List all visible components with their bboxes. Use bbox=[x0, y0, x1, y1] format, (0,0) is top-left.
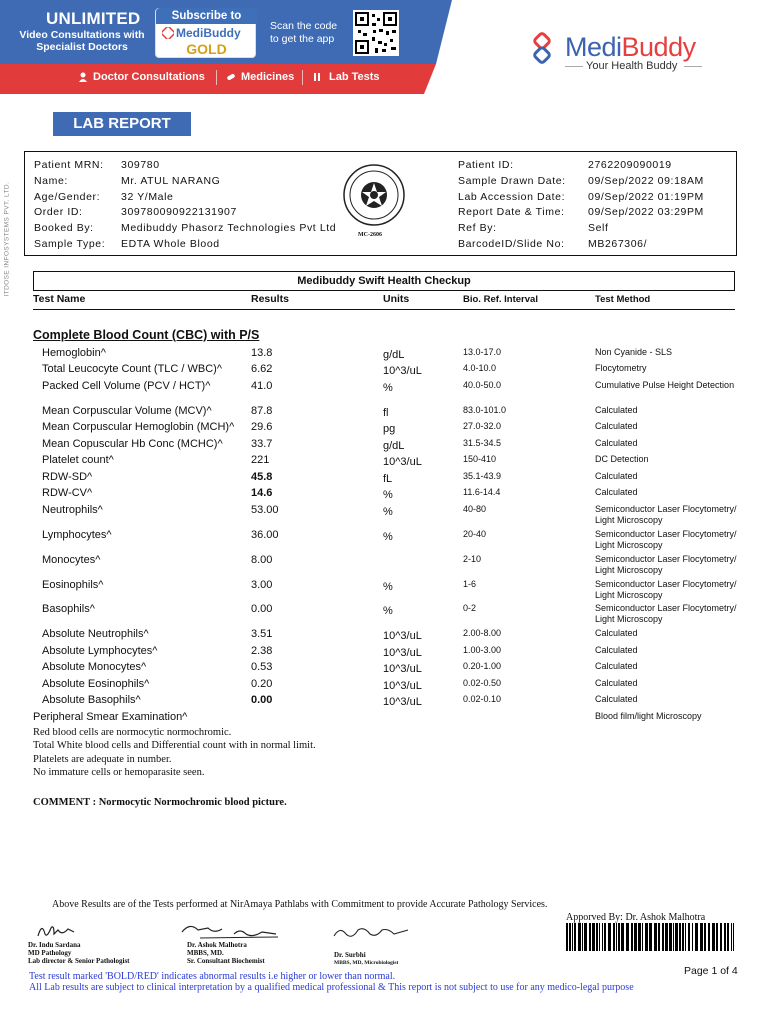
result-row-ref: 13.0-17.0 bbox=[463, 347, 502, 357]
result-row-method: Non Cyanide - SLS bbox=[595, 347, 673, 357]
result-row-method: Cumulative Pulse Height Detection bbox=[595, 380, 735, 390]
patient-field-value: 09/Sep/2022 01:19PM bbox=[588, 190, 704, 203]
result-row-method: Calculated bbox=[595, 645, 638, 655]
header-results: Results bbox=[251, 293, 289, 305]
tagline-divider bbox=[684, 66, 702, 67]
nav-medicines[interactable]: Medicines bbox=[241, 71, 295, 83]
result-row-unit: % bbox=[383, 605, 393, 617]
result-row-method: Calculated bbox=[595, 694, 638, 704]
patient-field-value: Mr. ATUL NARANG bbox=[121, 174, 221, 187]
barcode-bar bbox=[589, 923, 591, 951]
tagline-divider bbox=[565, 66, 583, 67]
gold-brand: MediBuddy bbox=[176, 26, 241, 40]
patient-field-value: 309780 bbox=[121, 159, 160, 171]
result-row-value: 3.00 bbox=[251, 579, 273, 591]
result-row-ref: 83.0-101.0 bbox=[463, 405, 507, 415]
patient-field-value: Self bbox=[588, 222, 609, 235]
approved-by: Apporved By: Dr. Ashok Malhotra bbox=[566, 912, 706, 923]
barcode-bar bbox=[616, 923, 617, 951]
result-row-value: 87.8 bbox=[251, 405, 273, 417]
barcode-bar bbox=[574, 923, 576, 951]
barcode-bar bbox=[613, 923, 615, 951]
barcode-bar bbox=[724, 923, 726, 951]
result-row-value: 41.0 bbox=[251, 380, 273, 392]
smear-note: Total White blood cells and Differential count with in normal limit. bbox=[33, 740, 316, 751]
result-row-ref: 0.20-1.00 bbox=[463, 661, 502, 671]
barcode-bar bbox=[731, 923, 732, 951]
footer-note-bold: Test result marked 'BOLD/RED' indicates abnormal results i.e higher or lower than normal. bbox=[29, 971, 396, 982]
patient-field-label: Booked By: bbox=[34, 222, 94, 235]
medibuddy-small-icon bbox=[162, 27, 174, 39]
barcode-bar bbox=[578, 923, 581, 951]
barcode-bar bbox=[638, 923, 641, 951]
barcode-bar bbox=[572, 923, 573, 951]
result-row-value: 3.51 bbox=[251, 628, 273, 640]
barcode-bar bbox=[708, 923, 710, 951]
signatory-3: Dr. Surbhi MBBS, MD, Microbiologist bbox=[334, 951, 399, 966]
qr-code-icon[interactable] bbox=[353, 10, 399, 56]
result-row-unit: 10^3/uL bbox=[383, 663, 422, 675]
result-row-method: Semiconductor Laser Flocytometry/ Light Microscopy bbox=[595, 579, 737, 600]
smear-note: Platelets are adequate in number. bbox=[33, 754, 172, 765]
result-row-value: 8.00 bbox=[251, 554, 273, 566]
patient-field-label: Ref By: bbox=[458, 222, 497, 235]
patient-field-value: 09/Sep/2022 03:29PM bbox=[588, 206, 704, 219]
barcode-bar bbox=[692, 923, 693, 951]
result-row-unit: 10^3/uL bbox=[383, 365, 422, 377]
result-row-unit: 10^3/uL bbox=[383, 696, 422, 708]
result-row-unit: pg bbox=[383, 423, 396, 435]
barcode-bar bbox=[665, 923, 668, 951]
result-row-value: 29.6 bbox=[251, 421, 273, 433]
barcode-bar bbox=[716, 923, 718, 951]
barcode-bar bbox=[733, 923, 734, 951]
barcode-bar bbox=[642, 923, 643, 951]
barcode-bar bbox=[704, 923, 706, 951]
page-number: Page 1 of 4 bbox=[684, 965, 738, 977]
result-row-value: 53.00 bbox=[251, 504, 279, 516]
lab-statement: Above Results are of the Tests performed at NirAmaya Pathlabs with Commitment to provide Accurate Pathology Services. bbox=[52, 899, 548, 910]
patient-field-label: Lab Accession Date: bbox=[458, 190, 566, 203]
barcode-bar bbox=[720, 923, 722, 951]
result-row-test: RDW-SD^ bbox=[42, 471, 93, 483]
result-row-value: 221 bbox=[251, 454, 270, 466]
result-row-test: Packed Cell Volume (PCV / HCT)^ bbox=[42, 380, 211, 392]
patient-field-label: Patient MRN: bbox=[34, 159, 104, 171]
result-row-value: 14.6 bbox=[251, 487, 273, 499]
header-test-name: Test Name bbox=[33, 293, 86, 305]
result-row-unit: 10^3/uL bbox=[383, 680, 422, 692]
patient-field-label: Order ID: bbox=[34, 206, 83, 219]
patient-field-label: Patient ID: bbox=[458, 159, 514, 171]
result-row-ref: 31.5-34.5 bbox=[463, 438, 502, 448]
banner-video-text: Video Consultations with Specialist Doctors bbox=[19, 29, 145, 53]
result-row-ref: 27.0-32.0 bbox=[463, 421, 502, 431]
promo-banner[interactable] bbox=[0, 0, 460, 95]
result-row-unit: fl bbox=[383, 407, 389, 419]
result-row-ref: 35.1-43.9 bbox=[463, 471, 502, 481]
result-row-test: Mean Corpuscular Volume (MCV)^ bbox=[42, 405, 212, 417]
barcode-bar bbox=[596, 923, 598, 951]
result-row-value: 0.00 bbox=[251, 603, 273, 615]
barcode-bar bbox=[658, 923, 660, 951]
result-row-method: Calculated bbox=[595, 628, 638, 638]
patient-field-value: 2762209090019 bbox=[588, 159, 672, 171]
barcode-bar bbox=[662, 923, 664, 951]
result-row-method: Calculated bbox=[595, 438, 638, 448]
result-row-ref: 0.02-0.10 bbox=[463, 694, 502, 704]
result-row-ref: 4.0-10.0 bbox=[463, 363, 497, 373]
result-row-ref: 1-6 bbox=[463, 579, 477, 589]
header-units: Units bbox=[383, 293, 410, 305]
result-row-value: 0.20 bbox=[251, 678, 273, 690]
signatory-1: Dr. Indu Sardana MD Pathology Lab director & Senior Pathologist bbox=[28, 941, 130, 965]
result-row-method: Semiconductor Laser Flocytometry/ Light Microscopy bbox=[595, 603, 737, 624]
result-row-test: Hemoglobin^ bbox=[42, 347, 106, 359]
result-row-unit: % bbox=[383, 489, 393, 501]
barcode-bar bbox=[608, 923, 611, 951]
signatory-2: Dr. Ashok Malhotra MBBS, MD. Sr. Consultant Biochemist bbox=[187, 941, 265, 965]
banner-unlimited: UNLIMITED bbox=[46, 9, 141, 28]
result-row-method: Calculated bbox=[595, 471, 638, 481]
result-row-test: Peripheral Smear Examination^ bbox=[33, 711, 188, 723]
result-row-test: Absolute Neutrophils^ bbox=[42, 628, 149, 640]
result-row-method: Semiconductor Laser Flocytometry/ Light Microscopy bbox=[595, 504, 737, 525]
result-row-method: Calculated bbox=[595, 487, 638, 497]
result-row-ref: 0-2 bbox=[463, 603, 477, 613]
result-row-method: DC Detection bbox=[595, 454, 649, 464]
barcode-bar bbox=[621, 923, 624, 951]
barcode-bar bbox=[679, 923, 681, 951]
result-row-unit: % bbox=[383, 382, 393, 394]
result-row-ref: 2.00-8.00 bbox=[463, 628, 502, 638]
header-divider bbox=[33, 309, 735, 310]
barcode-bar bbox=[592, 923, 595, 951]
package-title: Medibuddy Swift Health Checkup bbox=[33, 271, 735, 291]
vendor-side-text: ITDOSE INFOSYSTEMS PVT. LTD. bbox=[3, 181, 11, 297]
barcode-bar bbox=[712, 923, 715, 951]
result-row-unit: g/dL bbox=[383, 440, 405, 452]
barcode-bar bbox=[599, 923, 600, 951]
patient-field-value: MB267306/ bbox=[588, 238, 648, 250]
result-row-test: Absolute Monocytes^ bbox=[42, 661, 147, 673]
barcode-bar bbox=[682, 923, 684, 951]
header-test-method: Test Method bbox=[595, 294, 651, 305]
scan-text: Scan the code to get the app bbox=[270, 20, 338, 45]
barcode-icon bbox=[566, 923, 736, 951]
result-row-test: Mean Copuscular Hb Conc (MCHC)^ bbox=[42, 438, 223, 450]
report-comment: COMMENT : Normocytic Normochromic blood picture. bbox=[33, 797, 287, 808]
barcode-bar bbox=[645, 923, 648, 951]
result-row-value: 36.00 bbox=[251, 529, 279, 541]
barcode-bar bbox=[566, 923, 568, 951]
nav-divider bbox=[216, 70, 217, 85]
result-row-test: Absolute Basophils^ bbox=[42, 694, 141, 706]
subscribe-label: Subscribe to bbox=[156, 8, 257, 24]
barcode-bar bbox=[727, 923, 729, 951]
patient-field-value: 09/Sep/2022 09:18AM bbox=[588, 174, 704, 187]
result-row-test: Lymphocytes^ bbox=[42, 529, 112, 541]
result-row-value: 13.8 bbox=[251, 347, 273, 359]
result-row-ref: 40-80 bbox=[463, 504, 487, 514]
result-row-unit: g/dL bbox=[383, 349, 405, 361]
patient-field-label: Name: bbox=[34, 174, 68, 187]
patient-field-label: BarcodeID/Slide No: bbox=[458, 238, 565, 250]
barcode-bar bbox=[626, 923, 629, 951]
medibuddy-logo-icon bbox=[522, 28, 562, 68]
patient-field-label: Sample Drawn Date: bbox=[458, 174, 566, 187]
result-row-value: 2.38 bbox=[251, 645, 273, 657]
result-row-method: Flocytometry bbox=[595, 363, 647, 373]
barcode-bar bbox=[582, 923, 583, 951]
patient-field-label: Age/Gender: bbox=[34, 190, 101, 203]
result-row-ref: 11.6-14.4 bbox=[463, 487, 501, 497]
patient-field-label: Report Date & Time: bbox=[458, 206, 565, 219]
signature-ashok-malhotra bbox=[180, 920, 280, 942]
result-row-ref: 2-10 bbox=[463, 554, 482, 564]
result-row-test: Neutrophils^ bbox=[42, 504, 103, 516]
barcode-bar bbox=[669, 923, 672, 951]
doctor-icon bbox=[78, 72, 88, 82]
nav-doctor-consultations[interactable]: Doctor Consultations bbox=[93, 71, 205, 83]
result-row-value: 33.7 bbox=[251, 438, 273, 450]
signature-indu-sardana bbox=[36, 920, 76, 942]
result-row-test: Absolute Eosinophils^ bbox=[42, 678, 150, 690]
result-row-ref: 150-410 bbox=[463, 454, 497, 464]
result-row-ref: 40.0-50.0 bbox=[463, 380, 502, 390]
result-row-unit: % bbox=[383, 531, 393, 543]
result-row-test: Monocytes^ bbox=[42, 554, 101, 566]
result-row-method: Semiconductor Laser Flocytometry/ Light Microscopy bbox=[595, 554, 737, 575]
result-row-method: Calculated bbox=[595, 421, 638, 431]
accreditation-seal-icon bbox=[342, 163, 406, 229]
result-row-test: Basophils^ bbox=[42, 603, 95, 615]
result-row-method: Calculated bbox=[595, 661, 638, 671]
smear-note: Red blood cells are normocytic normochromic. bbox=[33, 727, 232, 738]
medicine-icon bbox=[226, 72, 236, 82]
result-row-method: Calculated bbox=[595, 405, 638, 415]
result-row-unit: 10^3/uL bbox=[383, 630, 422, 642]
gold-label: GOLD bbox=[186, 41, 227, 57]
result-row-test: Mean Corpuscular Hemoglobin (MCH)^ bbox=[42, 421, 235, 433]
result-row-test: Total Leucocyte Count (TLC / WBC)^ bbox=[42, 363, 223, 375]
barcode-bar bbox=[569, 923, 571, 951]
patient-field-value: EDTA Whole Blood bbox=[121, 238, 220, 250]
result-row-unit: % bbox=[383, 581, 393, 593]
barcode-bar bbox=[654, 923, 657, 951]
section-title: Complete Blood Count (CBC) with P/S bbox=[33, 328, 260, 342]
barcode-bar bbox=[688, 923, 690, 951]
result-row-value: 0.53 bbox=[251, 661, 273, 673]
result-row-ref: 1.00-3.00 bbox=[463, 645, 502, 655]
result-row-test: Eosinophils^ bbox=[42, 579, 104, 591]
barcode-bar bbox=[673, 923, 674, 951]
nav-divider bbox=[302, 70, 303, 85]
nav-lab-tests[interactable]: Lab Tests bbox=[329, 71, 380, 83]
smear-note: No immature cells or hemoparasite seen. bbox=[33, 767, 205, 778]
lab-report-heading: LAB REPORT bbox=[53, 112, 191, 136]
result-row-unit: 10^3/uL bbox=[383, 647, 422, 659]
result-row-value: 6.62 bbox=[251, 363, 273, 375]
signature-surbhi bbox=[330, 922, 412, 944]
result-row-test: Platelet count^ bbox=[42, 454, 114, 466]
header-ref-interval: Bio. Ref. Interval bbox=[463, 294, 538, 305]
patient-field-value: 309780090922131907 bbox=[121, 206, 237, 219]
barcode-bar bbox=[695, 923, 698, 951]
medibuddy-logo-text: MediBuddy bbox=[565, 32, 696, 62]
result-row-unit: 10^3/uL bbox=[383, 456, 422, 468]
seal-code: MC-2606 bbox=[358, 232, 382, 238]
result-row-value: 0.00 bbox=[251, 694, 273, 706]
result-row-method: Calculated bbox=[595, 678, 638, 688]
patient-field-value: Medibuddy Phasorz Technologies Pvt Ltd bbox=[121, 222, 337, 235]
barcode-bar bbox=[675, 923, 678, 951]
patient-field-label: Sample Type: bbox=[34, 238, 106, 250]
barcode-bar bbox=[631, 923, 633, 951]
barcode-bar bbox=[584, 923, 587, 951]
subscribe-gold-card[interactable] bbox=[155, 8, 256, 58]
patient-field-value: 32 Y/Male bbox=[121, 190, 174, 203]
logo-tagline: Your Health Buddy bbox=[586, 60, 678, 72]
barcode-bar bbox=[604, 923, 606, 951]
footer-note-disclaimer: All Lab results are subject to clinical interpretation by a qualified medical professional & This report is not subject to use for any medico-legal purpose bbox=[29, 982, 634, 993]
result-row-ref: 0.02-0.50 bbox=[463, 678, 502, 688]
result-row-method: Semiconductor Laser Flocytometry/ Light Microscopy bbox=[595, 529, 737, 550]
barcode-bar bbox=[649, 923, 652, 951]
result-row-test: Absolute Lymphocytes^ bbox=[42, 645, 158, 657]
result-row-value: 45.8 bbox=[251, 471, 273, 483]
barcode-bar bbox=[634, 923, 637, 951]
result-row-ref: 20-40 bbox=[463, 529, 487, 539]
result-row-unit: fL bbox=[383, 473, 393, 485]
result-row-test: RDW-CV^ bbox=[42, 487, 93, 499]
result-row-method: Blood film/light Microscopy bbox=[595, 711, 702, 721]
barcode-bar bbox=[618, 923, 620, 951]
barcode-bar bbox=[685, 923, 686, 951]
barcode-bar bbox=[602, 923, 603, 951]
result-row-unit: % bbox=[383, 506, 393, 518]
lab-test-icon bbox=[313, 72, 323, 82]
barcode-bar bbox=[700, 923, 703, 951]
